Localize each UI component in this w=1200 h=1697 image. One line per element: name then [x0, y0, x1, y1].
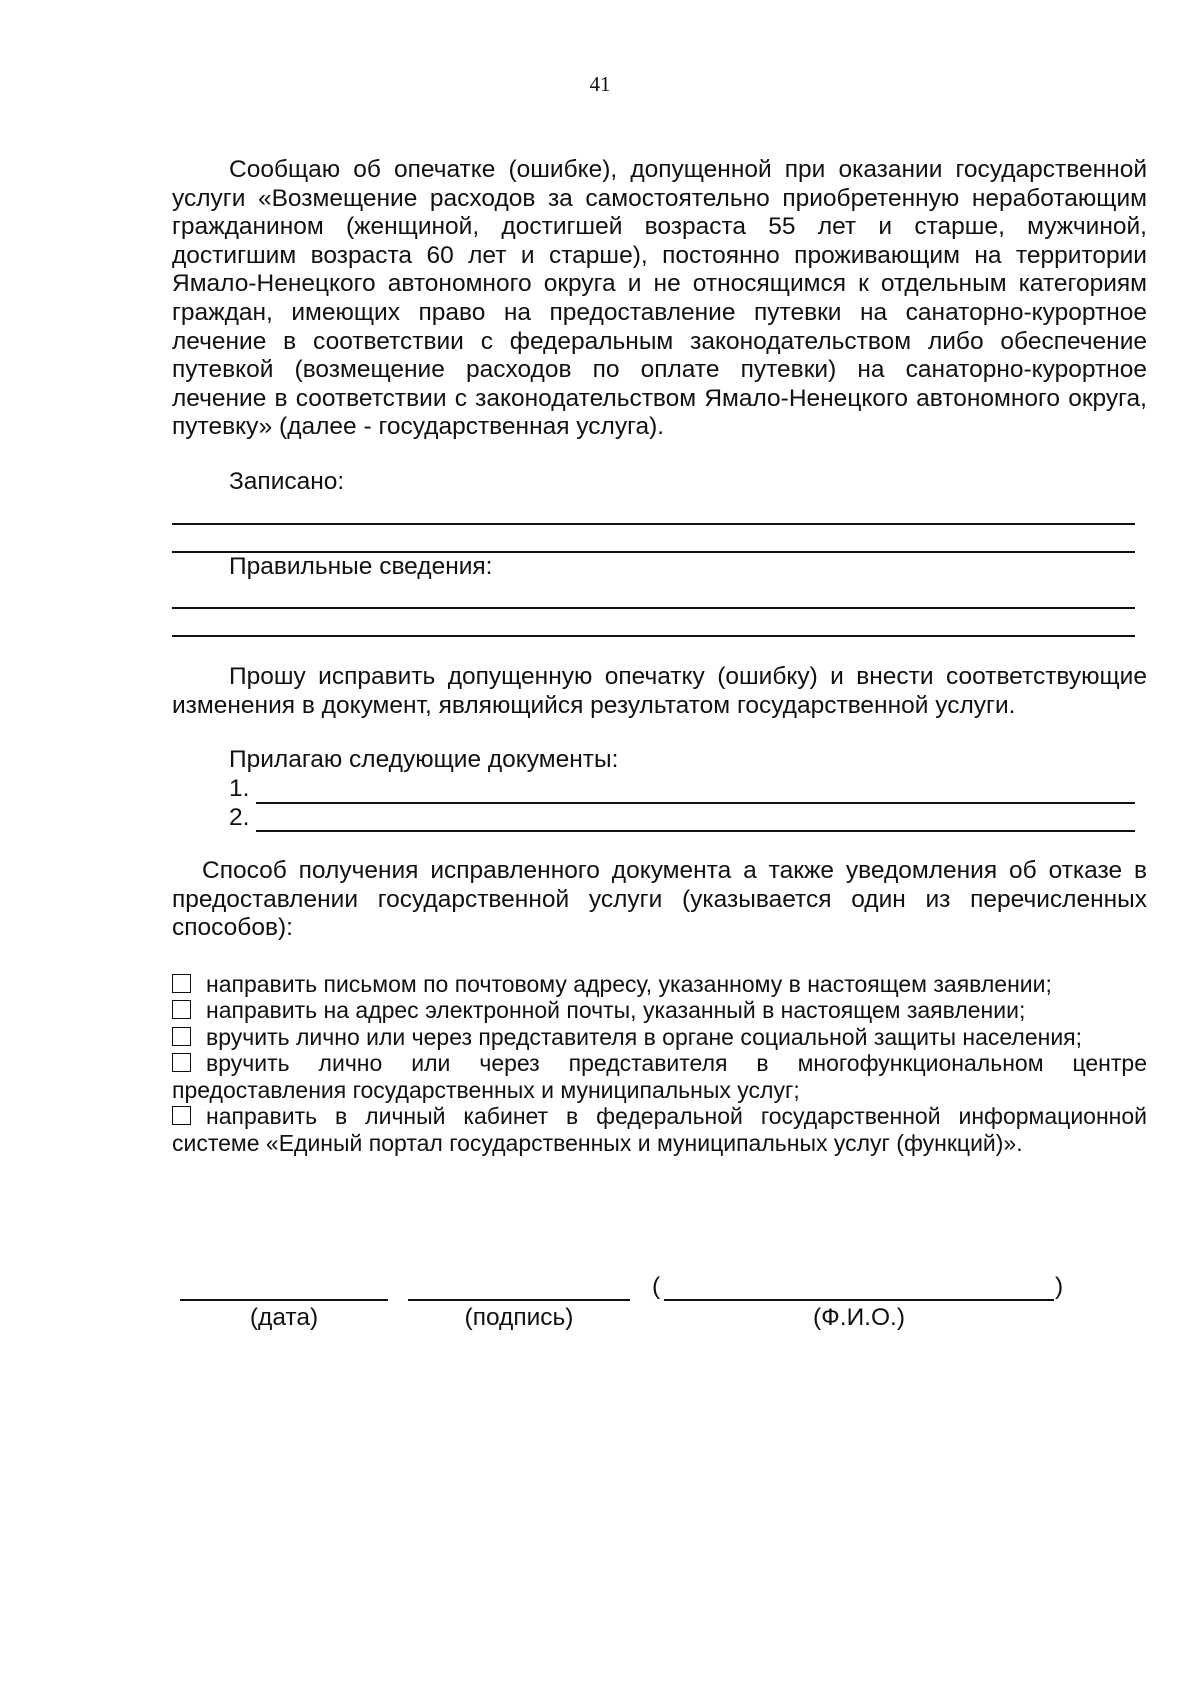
name-caption: (Ф.И.О.) — [812, 1304, 906, 1331]
written-line-1[interactable] — [172, 497, 1135, 525]
option-label: направить письмом по почтовому адресу, указанному в настоящем заявлении; — [206, 970, 1052, 997]
method-paragraph: Способ получения исправленного документа а также уведомления об отказе в предоставлении государственной услуги (указывается один из перечисленных способов): — [172, 857, 1147, 942]
option-label: направить в личный кабинет в федеральной государственной информационной системе «Единый портал государственных и муниципальных услуг (функций)». — [172, 1103, 1147, 1156]
written-line-2[interactable] — [172, 525, 1135, 553]
attach-item-2 — [172, 804, 1147, 833]
date-caption: (дата) — [249, 1304, 319, 1331]
attach-line-2[interactable] — [256, 806, 1135, 832]
checkbox[interactable] — [172, 1000, 191, 1019]
option-label: вручить лично или через представителя в органе социальной защиты населения; — [206, 1023, 1083, 1050]
attach-line-1[interactable] — [256, 778, 1135, 804]
checkbox[interactable] — [172, 1106, 191, 1125]
option-label: направить на адрес электронной почты, указанный в настоящем заявлении; — [206, 997, 1026, 1024]
signature-line[interactable] — [408, 1299, 630, 1301]
request-paragraph: Прошу исправить допущенную опечатку (ошибку) и внести соответствующие изменения в документ, являющийся результатом государственной услуги. — [172, 663, 1147, 719]
checkbox[interactable] — [172, 1027, 191, 1046]
option-portal — [172, 1103, 1147, 1156]
attach-item-number: 1. — [229, 774, 250, 802]
close-paren: ) — [1055, 1273, 1064, 1300]
intro-paragraph: Сообщаю об опечатке (ошибке), допущенной при оказании государственной услуги «Возмещение расходов за самостоятельно приобретенную неработающим гражданином (женщиной, достигшей возраста 55 лет и старше, мужчиной, достигшим возраста 60 лет и старше), постоянно проживающим на территории Ямало-Ненецкого автономного округа и не относящимся к отдельным категориям граждан, имеющих право на предоставление путевки на санаторно-курортное лечение в соответствии с федеральным законодательством либо обеспечение путевкой (возмещение расходов по оплате путевки) на санаторно-курортное лечение в соответствии с законодательством Ямало-Ненецкого автономного округа, путевку» (далее - государственная услуга). — [172, 156, 1147, 441]
correct-label: Правильные сведения: — [229, 552, 493, 580]
checkbox[interactable] — [172, 974, 191, 993]
form-body — [172, 156, 1147, 1156]
option-email — [172, 997, 1147, 1024]
attach-label: Прилагаю следующие документы: — [229, 746, 619, 774]
name-line[interactable] — [664, 1299, 1054, 1301]
attach-item-1 — [172, 775, 1147, 804]
option-social-office — [172, 1024, 1147, 1051]
option-mfc — [172, 1050, 1147, 1103]
option-label: вручить лично или через представителя в многофункциональном центре предоставления государственных и муниципальных услуг; — [172, 1050, 1147, 1103]
attach-item-number: 2. — [229, 803, 250, 831]
signature-caption: (подпись) — [464, 1304, 574, 1331]
option-mail — [172, 971, 1147, 998]
checkbox[interactable] — [172, 1053, 191, 1072]
written-label: Записано: — [229, 467, 345, 495]
date-line[interactable] — [180, 1299, 388, 1301]
page-number: 41 — [589, 72, 611, 96]
correct-line-2[interactable] — [172, 609, 1135, 637]
delivery-options — [172, 971, 1147, 1157]
open-paren: ( — [652, 1273, 661, 1300]
correct-line-1[interactable] — [172, 581, 1135, 609]
signature-block — [0, 1273, 1200, 1333]
